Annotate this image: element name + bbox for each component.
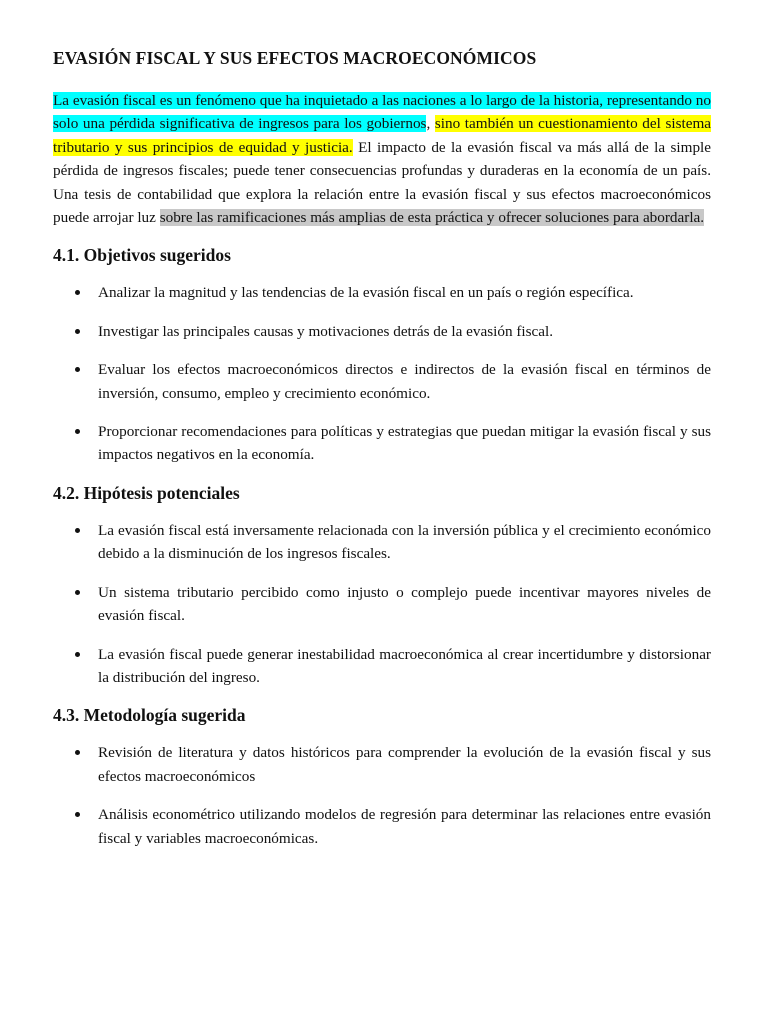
list-item [53,581,711,628]
list-item [53,803,711,850]
list-item-text: Análisis econométrico utilizando modelos de regresión para determinar las relaciones entre evasión fiscal y variables macroeconómicas. [98,806,711,847]
intro-highlight-gray: sobre las ramificaciones más amplias de esta práctica y ofrecer soluciones para abordarla. [159,209,705,227]
bullet-icon [75,367,80,372]
list-item [53,643,711,690]
bullet-icon [75,590,80,595]
bullet-icon [75,812,80,817]
bullet-icon [75,429,80,434]
list-item-text: Investigar las principales causas y motivaciones detrás de la evasión fiscal. [98,322,554,340]
list-item [53,420,711,467]
list-item-text: Analizar la magnitud y las tendencias de la evasión fiscal en un país o región específica. [98,284,634,302]
list-item-text: La evasión fiscal está inversamente relacionada con la inversión pública y el crecimiento económico debido a la disminución de los ingresos fiscales. [98,521,711,563]
hipotesis-list [53,519,711,689]
list-item-text: La evasión fiscal puede generar inestabilidad macroeconómica al crear incertidumbre y distorsionar la distribución del ingreso. [98,645,711,686]
section-heading-objetivos: 4.1. Objetivos sugeridos [53,245,231,266]
bullet-icon [75,652,80,657]
intro-separator: , [426,115,435,133]
list-item-text: Evaluar los efectos macroeconómicos directos e indirectos de la evasión fiscal en términos de inversión, consumo, empleo y crecimiento económico. [98,361,711,402]
intro-plain-text: El impacto de la evasión fiscal va más allá de la simple pérdida de ingresos fiscales; puede tener consecuencias profundas y duraderas en la economía de un país. Una tesis de contabilidad que explora la relación entre la evasión fiscal y sus efectos macroeconómicos puede arrojar luz [53,138,711,227]
bullet-icon [75,329,80,334]
list-item [53,519,711,566]
metodologia-list [53,741,711,850]
section-heading-metodologia: 4.3. Metodología sugerida [53,705,246,726]
intro-highlight-cyan: La evasión fiscal es un fenómeno que ha inquietado a las naciones a lo largo de la historia, representando no solo una pérdida significativa de ingresos para los gobiernos [53,92,711,133]
list-item [53,358,711,405]
list-item [53,741,711,788]
document-title: EVASIÓN FISCAL Y SUS EFECTOS MACROECONÓMICOS [53,48,537,68]
intro-highlight-yellow: sino también un cuestionamiento del sistema tributario y sus principios de equidad y justicia. [53,115,711,156]
section-heading-hipotesis: 4.2. Hipótesis potenciales [53,482,240,503]
list-item-text: Proporcionar recomendaciones para políticas y estrategias que puedan mitigar la evasión fiscal y sus impactos negativos en la economía. [98,423,711,464]
bullet-icon [75,750,80,755]
bullet-icon [75,290,80,295]
list-item [53,281,711,304]
list-item-text: Un sistema tributario percibido como injusto o complejo puede incentivar mayores niveles de evasión fiscal. [98,583,711,625]
intro-paragraph [53,89,711,229]
list-item [53,320,711,343]
bullet-icon [75,528,80,533]
list-item-text: Revisión de literatura y datos históricos para comprender la evolución de la evasión fiscal y sus efectos macroeconómicos [98,744,711,785]
objetivos-list [53,281,711,466]
